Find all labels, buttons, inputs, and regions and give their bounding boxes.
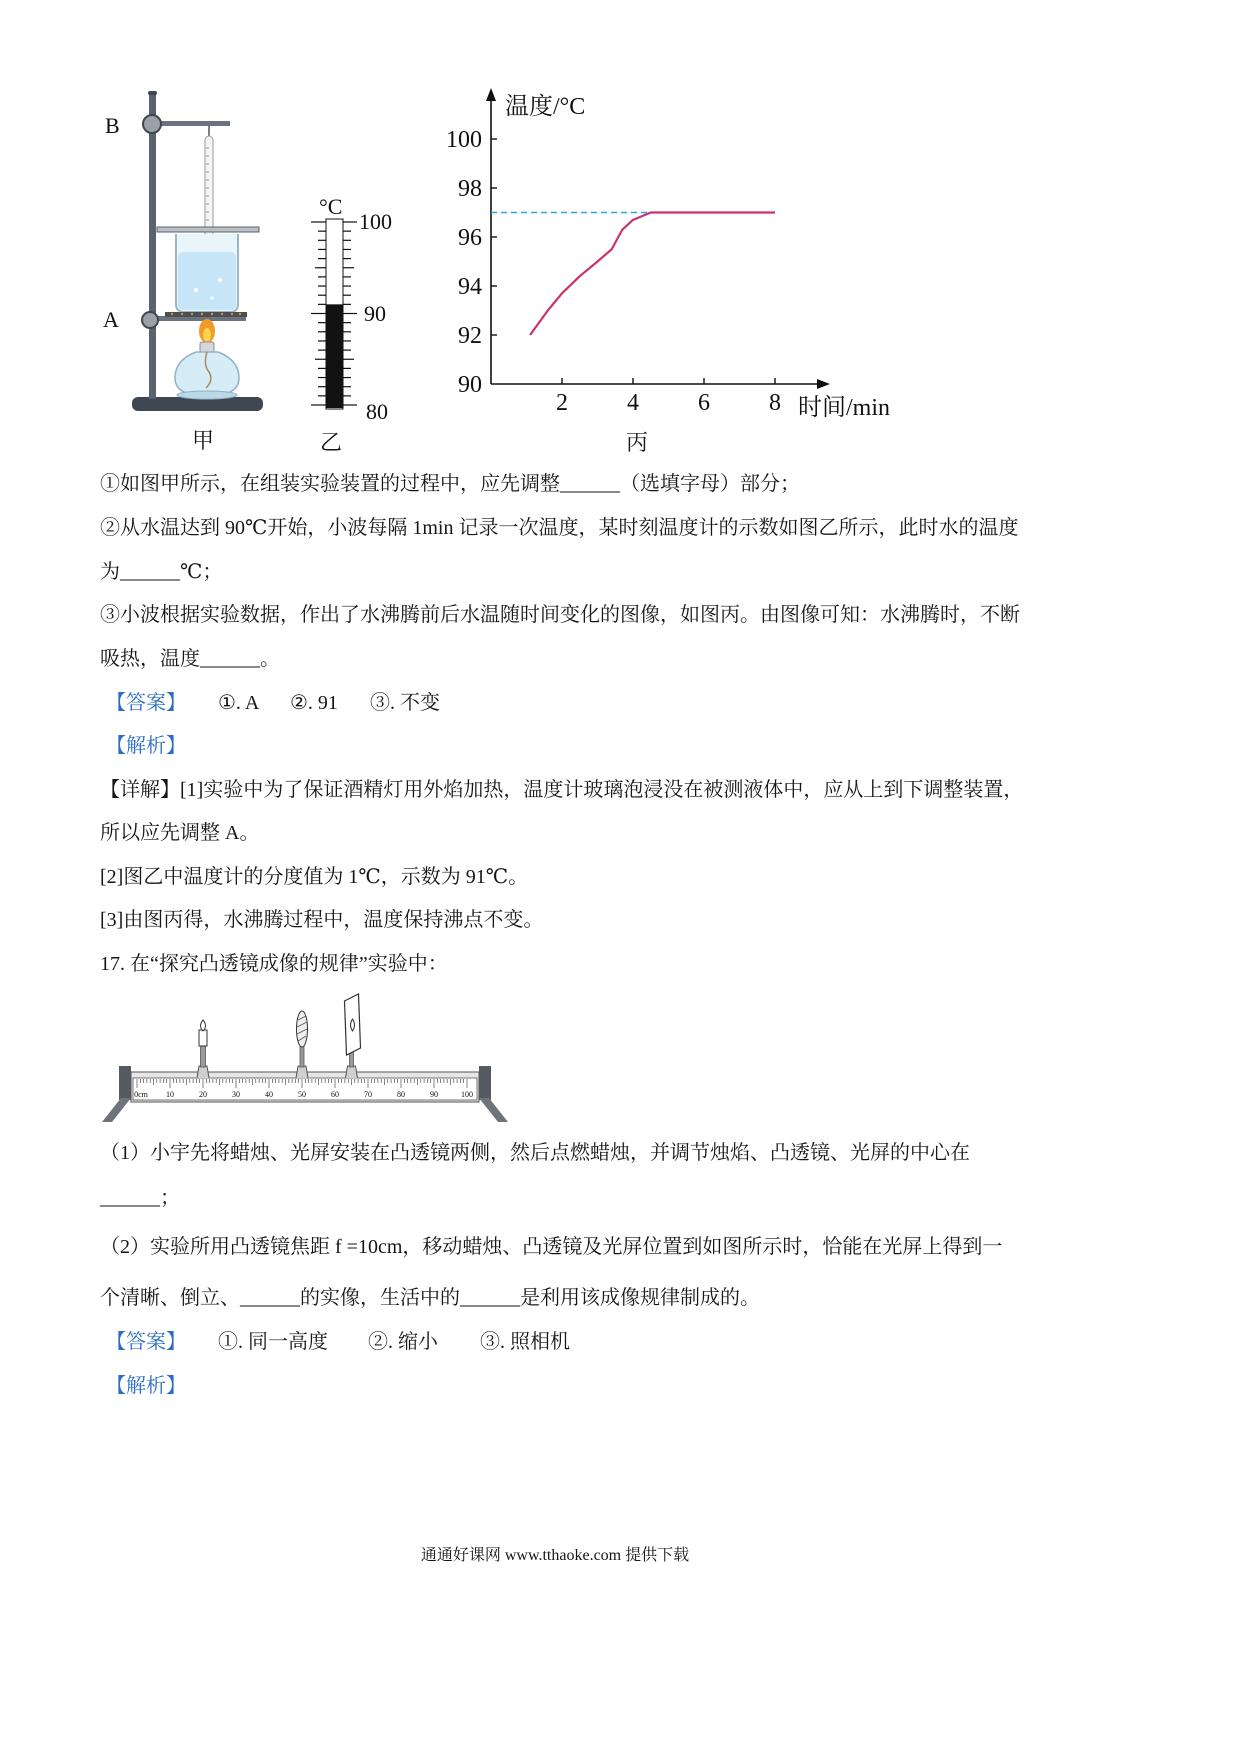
q17-line-1: （1）小宇先将蜡烛、光屏安装在凸透镜两侧，然后点燃蜡烛，并调节烛焰、凸透镜、光屏的中心在 — [100, 1142, 970, 1164]
q17-answer-1: ①. 同一高度 — [218, 1331, 328, 1353]
bench-scale-label: 80 — [397, 1090, 405, 1099]
caption-yi: 乙 — [320, 430, 343, 455]
lens-stem — [300, 1046, 304, 1067]
x-axis-label: 时间/min — [798, 395, 891, 421]
bench-left-block — [119, 1066, 131, 1100]
q16-detail-3: [2]图乙中温度计的分度值为 1℃，示数为 91℃。 — [100, 866, 529, 888]
q16-analysis-label: 【解析】 — [106, 735, 186, 757]
candle — [197, 1020, 209, 1078]
screen-holder — [346, 1066, 358, 1078]
thermometer-label-100: 100 — [359, 209, 392, 234]
x-axis-arrow — [817, 379, 830, 389]
y-tick-label: 90 — [458, 372, 482, 398]
bench-scale-label: 20 — [199, 1090, 207, 1099]
y-tick-label: 94 — [458, 274, 482, 300]
bench-scale-label: 10 — [166, 1090, 174, 1099]
q17-stem: 17. 在“探究凸透镜成像的规律”实验中： — [100, 953, 448, 975]
candle-body — [199, 1030, 207, 1046]
q16-answer-3: ③. 不变 — [370, 692, 440, 714]
thermometer-label-80: 80 — [366, 399, 388, 424]
label-b: B — [105, 113, 120, 138]
thermometer-label-90: 90 — [364, 301, 386, 326]
q16-detail-4: [3]由图丙得，水沸腾过程中，温度保持沸点不变。 — [100, 909, 544, 931]
q16-line-5: 吸热，温度______。 — [100, 648, 280, 670]
x-tick-label: 6 — [698, 390, 710, 416]
page-footer: 通通好课网 www.tthaoke.com 提供下载 — [420, 1547, 690, 1564]
y-tick-label: 100 — [446, 127, 482, 153]
q16-line-1: ①如图甲所示，在组装实验装置的过程中，应先调整______（选填字母）部分； — [100, 473, 800, 495]
q17-line-4: 个清晰、倒立、______的实像，生活中的______是利用该成像规律制成的。 — [100, 1287, 760, 1309]
q16-answer-label: 【答案】 — [106, 692, 186, 714]
q17-answer-label: 【答案】 — [106, 1331, 186, 1353]
x-tick-label: 2 — [556, 390, 568, 416]
q17-line-2: ______； — [100, 1187, 180, 1209]
bench-scale-label: 0cm — [134, 1090, 148, 1099]
light-screen — [345, 994, 361, 1078]
caption-bing: 丙 — [626, 430, 649, 455]
q16-answer-2: ②. 91 — [290, 692, 338, 714]
convex-lens — [296, 1011, 308, 1078]
lens-holder — [296, 1066, 308, 1078]
q17-answer-2: ②. 缩小 — [368, 1331, 438, 1353]
bench-left-leg — [102, 1098, 131, 1122]
candle-holder — [197, 1066, 209, 1078]
bench-scale-label: 30 — [232, 1090, 240, 1099]
q16-detail-2: 所以应先调整 A。 — [100, 822, 260, 844]
q16-answer-1: ①. A — [218, 692, 260, 714]
screen-board — [345, 994, 361, 1055]
q17-line-3: （2）实验所用凸透镜焦距 f =10cm，移动蜡烛、凸透镜及光屏位置到如图所示时，恰能在光屏上得到一 — [100, 1236, 1003, 1258]
q16-line-2: ②从水温达到 90℃开始，小波每隔 1min 记录一次温度，某时刻温度计的示数如图乙所示，此时水的温度 — [100, 517, 1019, 539]
bench-right-block — [479, 1066, 491, 1100]
bench-scale-label: 60 — [331, 1090, 339, 1099]
q17-answer-3: ③. 照相机 — [480, 1331, 570, 1353]
y-tick-label: 98 — [458, 176, 482, 202]
bench-scale-label: 50 — [298, 1090, 306, 1099]
q17-analysis-label: 【解析】 — [106, 1375, 186, 1397]
q16-detail-1: 【详解】[1]实验中为了保证酒精灯用外焰加热，温度计玻璃泡浸没在被测液体中，应从上到下调整装置， — [100, 779, 1024, 801]
bench-scale-label: 70 — [364, 1090, 372, 1099]
y-axis-label: 温度/°C — [505, 94, 586, 120]
bench-scale-label: 40 — [265, 1090, 273, 1099]
y-tick-label: 96 — [458, 225, 482, 251]
bench-scale-label: 100 — [461, 1090, 473, 1099]
label-a: A — [103, 307, 119, 332]
x-tick-label: 8 — [769, 390, 781, 416]
caption-jia: 甲 — [192, 428, 215, 453]
x-tick-label: 4 — [627, 390, 639, 416]
q16-line-3: 为______℃； — [100, 561, 223, 583]
candle-flame — [201, 1020, 206, 1031]
q16-line-4: ③小波根据实验数据，作出了水沸腾前后水温随时间变化的图像，如图丙。由图像可知：水沸腾时，不断 — [100, 604, 1020, 626]
optical-bench-figure — [0, 0, 600, 1130]
thermometer-unit: °C — [319, 194, 343, 219]
candle-stem — [201, 1044, 206, 1067]
y-tick-label: 92 — [458, 323, 482, 349]
bench-right-leg — [479, 1098, 508, 1122]
bench-scale-label: 90 — [430, 1090, 438, 1099]
